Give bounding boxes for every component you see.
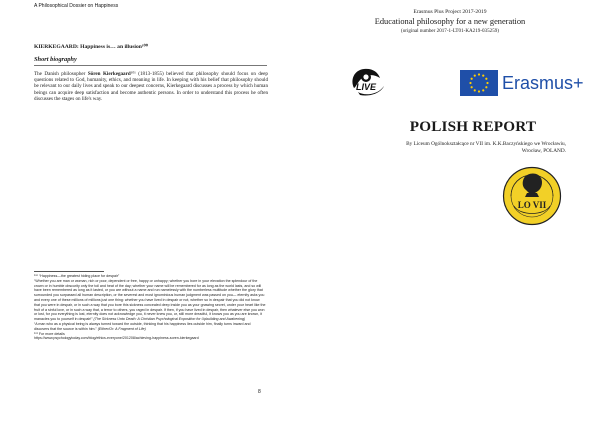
footnote-100-quote-block [34,279,266,322]
footnotes [34,274,266,341]
project-title: Educational philosophy for a new generation [374,17,526,26]
article-title-text: KIERKEGAARD: Happiness is… an illusion [34,44,142,50]
school-logo-icon [348,66,388,98]
bio-text-start: The Danish philosopher [34,71,88,77]
footnote-100-quote2-block [34,322,266,332]
report-title: POLISH REPORT [409,118,537,135]
seal-text: LO VII [517,200,547,210]
footnote-101-link[interactable]: https://www.psychologytoday.com/blog/ethics-everyone/201208/achieving-happiness-soren-kierkegaard [34,336,199,341]
footnote-100: ¹⁰⁰ “Happiness—the greatest hiding place for despair” [34,274,120,278]
footnote-101: ¹⁰¹ For more details [34,331,65,336]
project-number: (original number 2017-1-LT01-KA219-035259) [401,28,499,34]
school-logo-text: LIVE [356,82,377,92]
eu-flag-icon [460,70,498,96]
page-number: 8 [258,389,261,395]
bio-text-rest: (1813-1855) believed that philosophy should focus on deep questions related to God, humanity, ethics, and meaning in life. In keeping with his belief that philosophy should be relevant to our daily lives and speak to our deepest concerns, Kierkegaard discusses a process by which human beings can acquire deep satisfaction and become authentic persons. In order to understand this process he often discusses the stages on life's way. [34,71,268,102]
erasmus-logo-text: Erasmus+ [502,73,584,93]
footnote-100-source2: (Either/Or: A Fragment of Life) [96,326,146,331]
erasmus-logo [460,70,584,96]
section-divider [34,65,267,66]
school-seal-icon [502,166,562,226]
section-heading: Short biography [34,56,77,63]
philosopher-name: Sören Kierkegaard [87,71,131,77]
article-title [34,44,148,50]
project-line: Erasmus Plus Project 2017-2019 [413,9,487,15]
institution-line-2: Wrocław, POLAND. [521,148,566,154]
footnote-100-source: (The Sickness Unto Death: A Christian Psychological Exposition for Upbuilding and Awakening) [92,317,246,322]
biography-paragraph [34,71,268,102]
institution-line-1: By Liceum Ogólnokształcące nr VII im. K.K.Baczyńskiego we Wrocławiu, [406,141,566,147]
footnote-100-quote2: “A man who as a physical being is always turned toward the outside, thinking that his happiness lies outside him, finally turns inward and discovers that the source is within him.” [34,321,251,331]
running-head: A Philosophical Dossier on Happiness [34,3,119,9]
philosopher-name-footnote-ref[interactable]: ¹⁰¹ [130,71,136,77]
right-page [300,0,600,424]
article-title-footnote-ref[interactable]: ¹⁰⁰ [141,44,149,50]
footnote-100-quote: “Whether you are man or woman, rich or poor, dependent or free, happy or unhappy; whether you bore in your elevation the splendour of the crown or in humble obscurity only the toil and heat of the day; whether your name will be remembered for as long as the world lasts, and so will have been remembered as long as it lasted, or you are without a name and run namelessly with the numberless multitude whether the glory that surrounded you surpassed all human description, or the severest and most ignominious human judgment was passed on you— eternity asks you and every one of these millions of millions just one thing: whether you have lived in despair or not, whether so in despair that you did not know that you were in despair, or in such a way that you bore this sickness concealed deep inside you as your gnawing secret, under your heart like the fruit of a sinful love, or in such a way that, a terror to others, you raged in despair. If then, if you have lived in despair, then whatever else you won or lost, for you everything is lost, eternity does not acknowledge you, it never knew you, or, still more dreadful, it knows you as you are known, it manacles you to yourself in despair!” [34,278,266,322]
footnote-divider [34,271,104,272]
institution-credit [330,141,566,155]
